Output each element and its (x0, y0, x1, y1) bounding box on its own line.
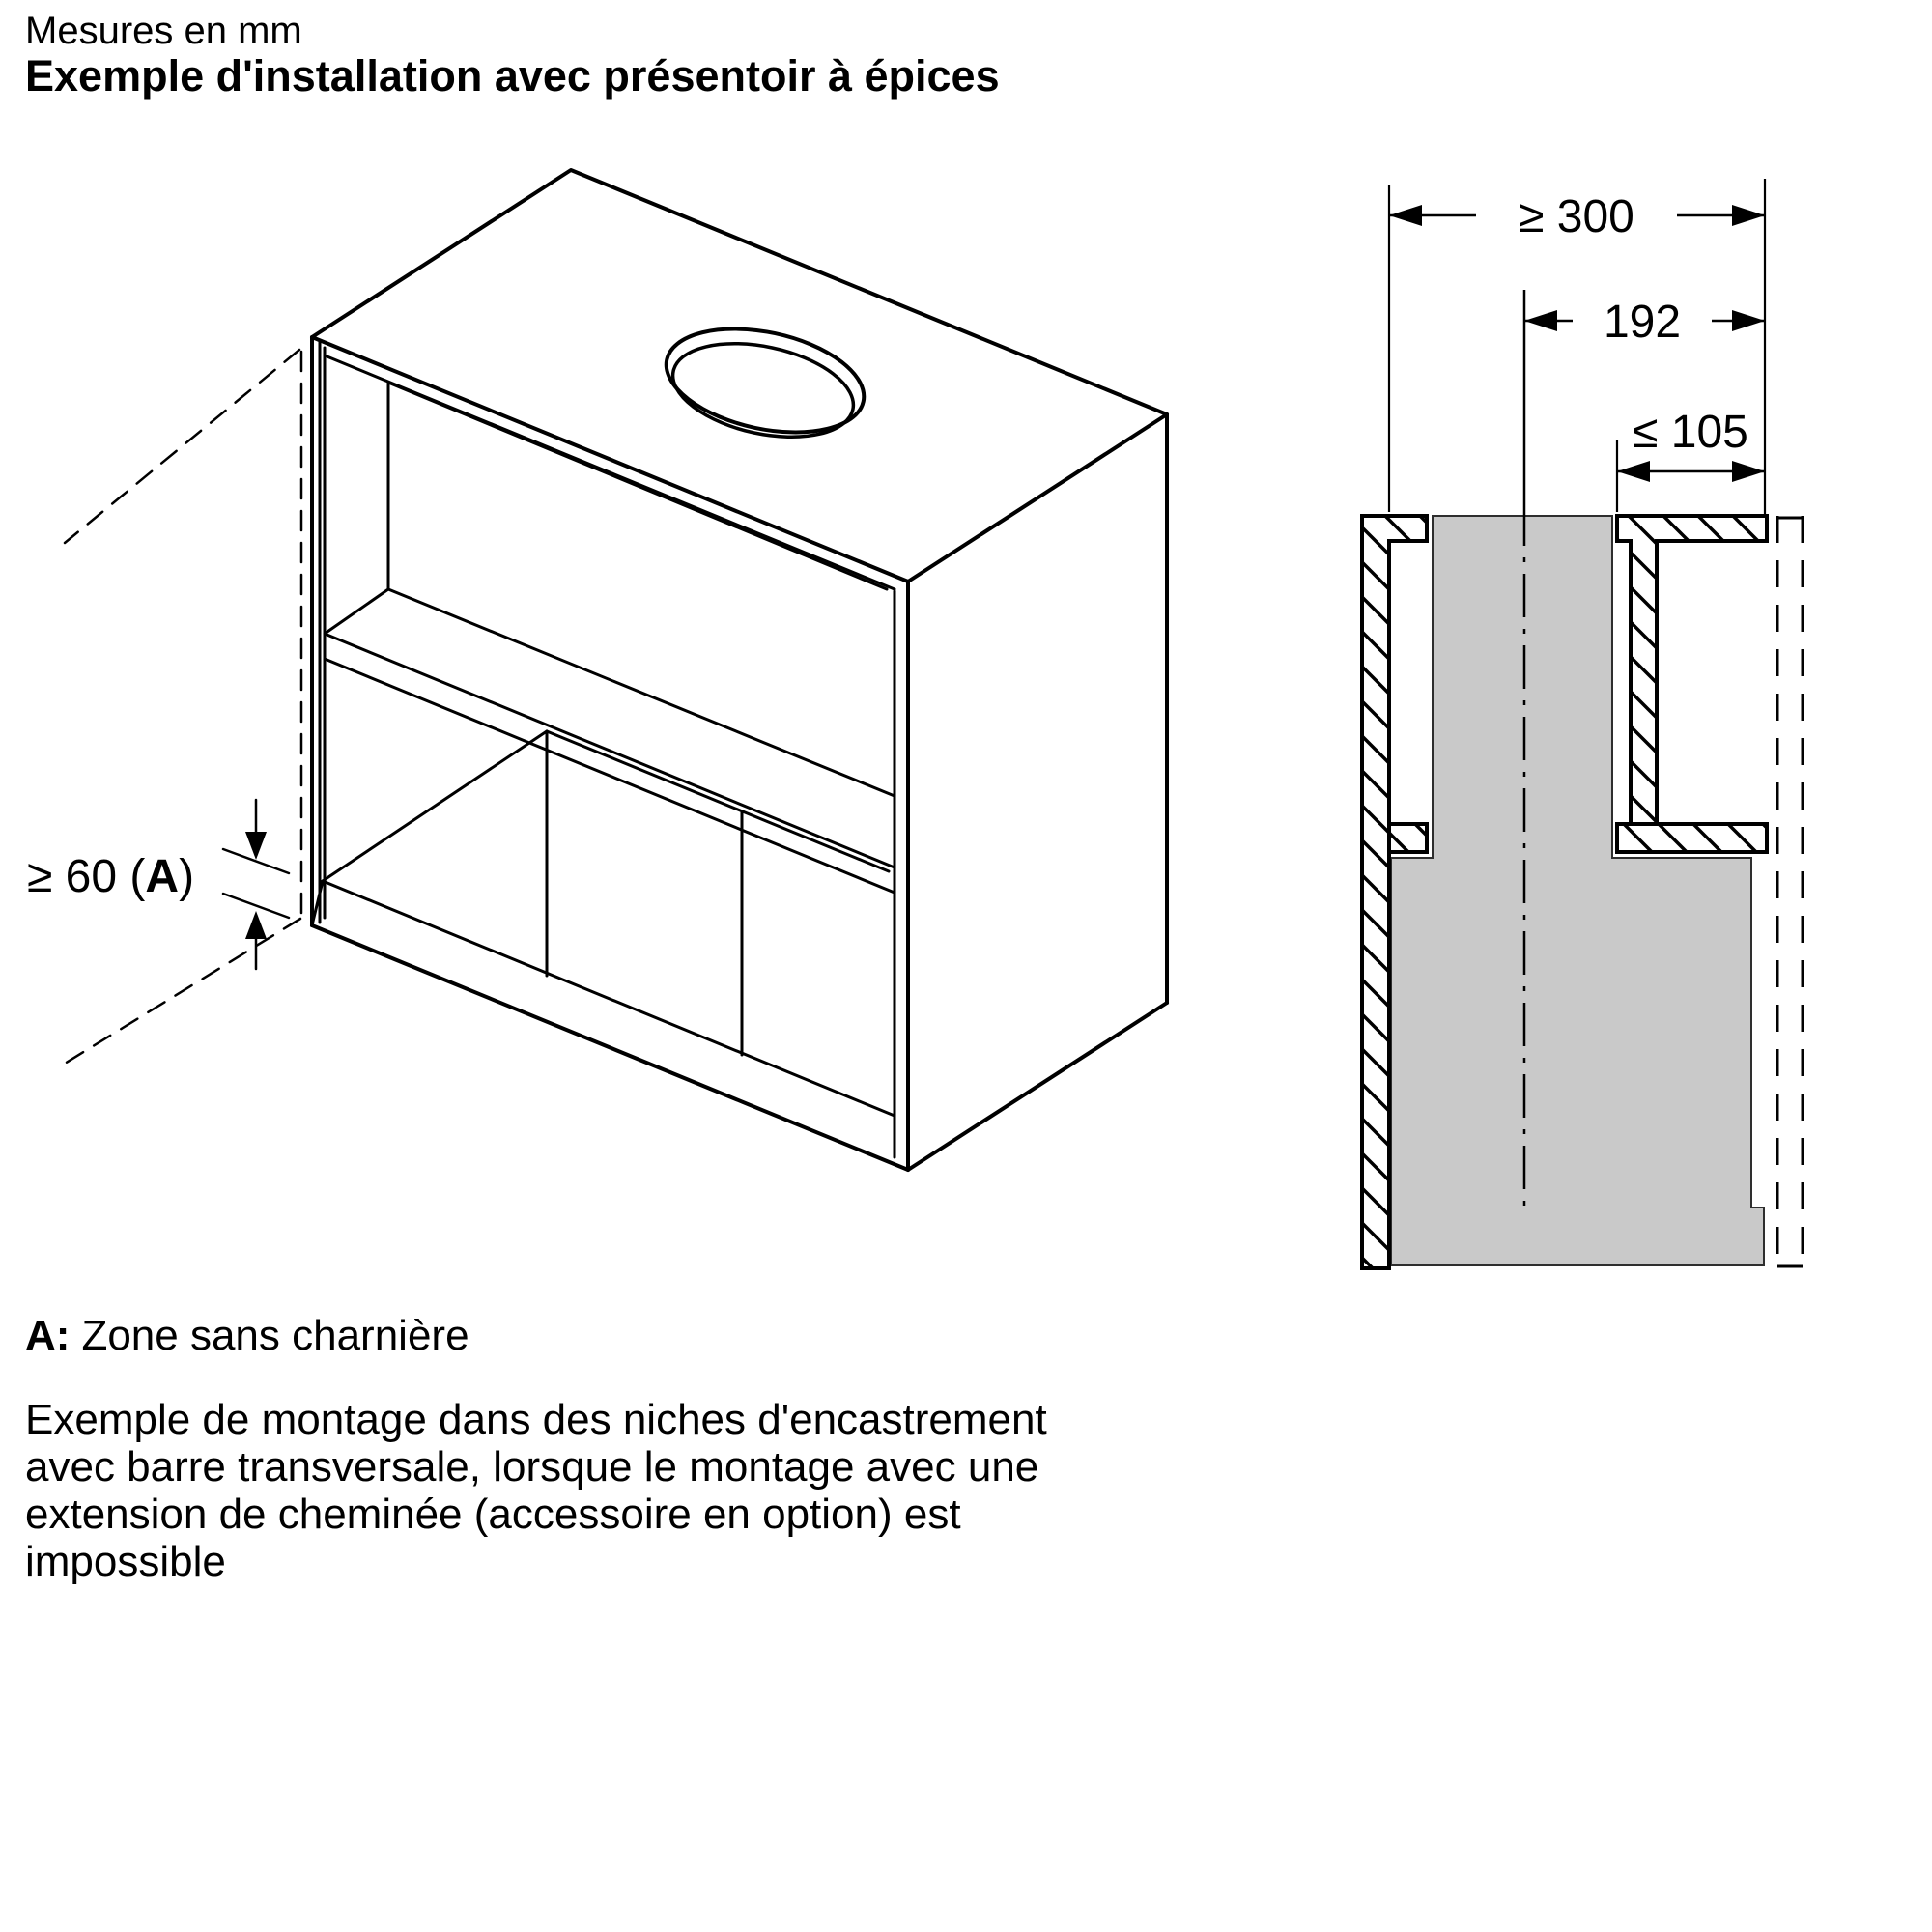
note-line: avec barre transversale, lorsque le montage avec une (25, 1443, 1039, 1491)
cabinet-top-face (312, 170, 1167, 582)
niche-boundary-dashed (1777, 516, 1803, 1268)
cabinet-interior (312, 342, 895, 1157)
note-line: impossible (25, 1538, 226, 1585)
niche-dashed-lines (60, 350, 301, 1066)
floor-front-edge (323, 881, 895, 1116)
hinge-zone-dim-suffix: ) (179, 851, 195, 902)
dimension-max-105 (1617, 461, 1765, 482)
cabinet-outer-body (312, 170, 1167, 1170)
note-line: extension de cheminée (accessoire en option) est (25, 1491, 961, 1538)
hinge-zone-dim-key: A (145, 851, 180, 902)
legend-text: Zone sans charnière (81, 1312, 469, 1359)
center-to-wall-dimension-label: 192 (1603, 297, 1682, 348)
cabinet-isometric-figure (60, 170, 1167, 1170)
hinge-zone-dimension-label (27, 850, 194, 903)
hinge-zone-dimension (223, 800, 289, 969)
page-title: Exemple d'installation avec présentoir à épices (25, 51, 1000, 100)
spice-shelf-front-top-edge (325, 634, 895, 867)
chimney-duct-profile (1391, 516, 1764, 1265)
arrow-down (245, 832, 267, 860)
floor-back-wall-junction (547, 731, 889, 871)
cabinet-right-bottom-edge (908, 1003, 1167, 1170)
niche-width-dimension-label: ≥ 300 (1519, 191, 1634, 242)
niche-wall-right-lower-flange (1617, 824, 1767, 852)
floor-left-wall-junction (323, 731, 547, 881)
note-line: Exemple de montage dans des niches d'encastrement (25, 1396, 1047, 1443)
niche-wall-right-with-flange (1617, 516, 1767, 824)
units-note: Mesures en mm (25, 10, 302, 52)
niche-wall-left-lower-flange (1389, 824, 1427, 852)
spice-shelf-front-bottom-edge (325, 659, 895, 893)
arrow-up (245, 911, 267, 939)
flange-depth-dimension-label: ≤ 105 (1633, 407, 1748, 458)
hinge-zone-dim-prefix: ≥ 60 ( (27, 851, 146, 902)
legend-key: A: (25, 1312, 71, 1359)
shelf-back-connector (325, 589, 388, 634)
cabinet-front-bottom-edge (312, 925, 908, 1170)
vent-hole (657, 312, 873, 451)
installation-note (25, 1396, 1047, 1585)
legend-line (25, 1312, 469, 1360)
ceiling-back-junction (388, 383, 887, 589)
